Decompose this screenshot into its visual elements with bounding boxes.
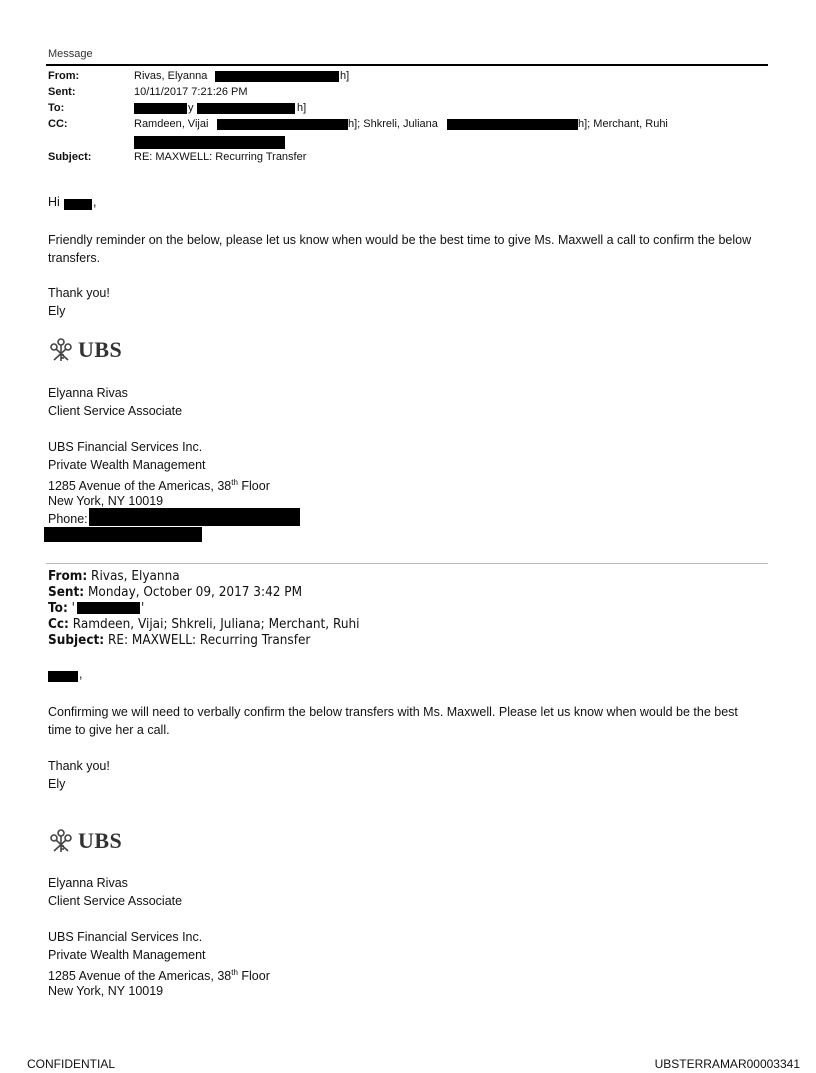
signature-1-name: Elyanna Rivas — [48, 386, 128, 400]
greeting-1-suffix: , — [93, 195, 97, 209]
forwarded-from-label: From: — [48, 569, 88, 584]
sent-label: Sent: — [48, 86, 76, 98]
forwarded-subject-value: RE: MAXWELL: Recurring Transfer — [107, 633, 311, 648]
subject-label: Subject: — [48, 151, 92, 163]
signature-1-city: New York, NY 10019 — [48, 494, 164, 508]
ubs-keys-icon — [48, 337, 74, 363]
redaction-greeting-name-2 — [48, 671, 78, 682]
ubs-logo-2 — [48, 828, 122, 854]
cc-value-1: Ramdeen, Vijai — [134, 118, 209, 130]
redaction-to-email — [197, 103, 295, 114]
forwarded-sent-label: Sent: — [48, 585, 85, 600]
redaction-signature-extra — [44, 527, 202, 542]
forwarded-cc-value: Ramdeen, Vijai; Shkreli, Juliana; Merchant, Ruhi — [72, 617, 360, 632]
signature-1-title: Client Service Associate — [48, 404, 183, 418]
signature-1-company: UBS Financial Services Inc. — [48, 440, 203, 454]
forwarded-to-prefix: ' — [71, 601, 75, 616]
greeting-1 — [48, 195, 60, 209]
greeting-1-prefix: Hi — [48, 195, 60, 209]
subject-value: RE: MAXWELL: Recurring Transfer — [134, 151, 307, 163]
ubs-logo-text: UBS — [78, 828, 123, 853]
redaction-cc-email-3 — [134, 136, 285, 149]
redaction-greeting-name-1 — [64, 199, 92, 210]
redaction-to-name — [134, 103, 187, 114]
signature-2-address-sup: th — [231, 968, 238, 977]
message-section-title: Message — [48, 48, 93, 60]
signature-1-address-post: Floor — [237, 479, 270, 494]
from-value — [134, 70, 207, 82]
to-value-suffix: h] — [297, 102, 307, 114]
message-1-body: Friendly reminder on the below, please let us know when would be the best time to give Ms. Maxwell a call to confirm the below transfers. — [48, 233, 752, 265]
from-value-suffix: h] — [340, 70, 350, 82]
forwarded-sent-value: Monday, October 09, 2017 3:42 PM — [87, 585, 303, 600]
signature-2-address-pre: 1285 Avenue of the Americas, 38 — [48, 969, 232, 984]
forwarded-to — [48, 601, 75, 616]
greeting-2-suffix: , — [79, 667, 83, 681]
from-label: From: — [48, 70, 80, 82]
signature-1-address-sup: th — [231, 478, 238, 487]
signature-1-phone-label: Phone: — [48, 512, 88, 526]
cc-value-3: h]; Merchant, Ruhi — [578, 118, 668, 130]
redaction-cc-email-2 — [447, 119, 578, 130]
signature-2-company: UBS Financial Services Inc. — [48, 930, 203, 944]
ubs-keys-icon — [48, 828, 74, 854]
forwarded-subject — [48, 633, 310, 648]
message-2-body: Confirming we will need to verbally confirm the below transfers with Ms. Maxwell. Please let us know when would be the best time to give her a call. — [48, 705, 738, 737]
signature-2-title: Client Service Associate — [48, 894, 183, 908]
redaction-forwarded-to — [77, 602, 140, 614]
forwarded-from — [48, 569, 180, 584]
redaction-phone — [89, 508, 300, 526]
message-1-signoff: Ely — [48, 304, 66, 318]
header-divider — [46, 64, 768, 66]
forwarded-to-label: To: — [48, 601, 68, 616]
signature-1-address-pre: 1285 Avenue of the Americas, 38 — [48, 479, 232, 494]
signature-2-address-post: Floor — [237, 969, 270, 984]
forwarded-cc — [48, 617, 360, 632]
cc-label: CC: — [48, 118, 68, 130]
message-2-thanks: Thank you! — [48, 759, 110, 773]
forwarded-cc-label: Cc: — [48, 617, 69, 632]
footer-confidential: CONFIDENTIAL — [27, 1057, 116, 1071]
ubs-logo — [48, 337, 122, 363]
forwarded-sent — [48, 585, 302, 600]
cc-value-2: h]; Shkreli, Juliana — [348, 118, 438, 130]
redaction-from-email — [215, 71, 339, 82]
message-2-signoff: Ely — [48, 777, 66, 791]
to-label: To: — [48, 102, 65, 114]
footer-bates-number: UBSTERRAMAR00003341 — [654, 1057, 800, 1071]
forwarded-subject-label: Subject: — [48, 633, 105, 648]
message-divider — [46, 563, 768, 564]
forwarded-to-suffix: ' — [141, 601, 145, 616]
message-1-thanks: Thank you! — [48, 286, 110, 300]
signature-1-division: Private Wealth Management — [48, 458, 206, 472]
forwarded-from-value: Rivas, Elyanna — [91, 569, 180, 584]
redaction-cc-email-1 — [217, 119, 348, 130]
signature-2-name: Elyanna Rivas — [48, 876, 128, 890]
from-name: Rivas, Elyanna — [134, 70, 208, 82]
signature-2-city: New York, NY 10019 — [48, 984, 164, 998]
sent-value: 10/11/2017 7:21:26 PM — [134, 86, 248, 98]
ubs-logo-text: UBS — [78, 337, 123, 362]
signature-2-division: Private Wealth Management — [48, 948, 206, 962]
to-value-mid: y — [188, 102, 194, 114]
